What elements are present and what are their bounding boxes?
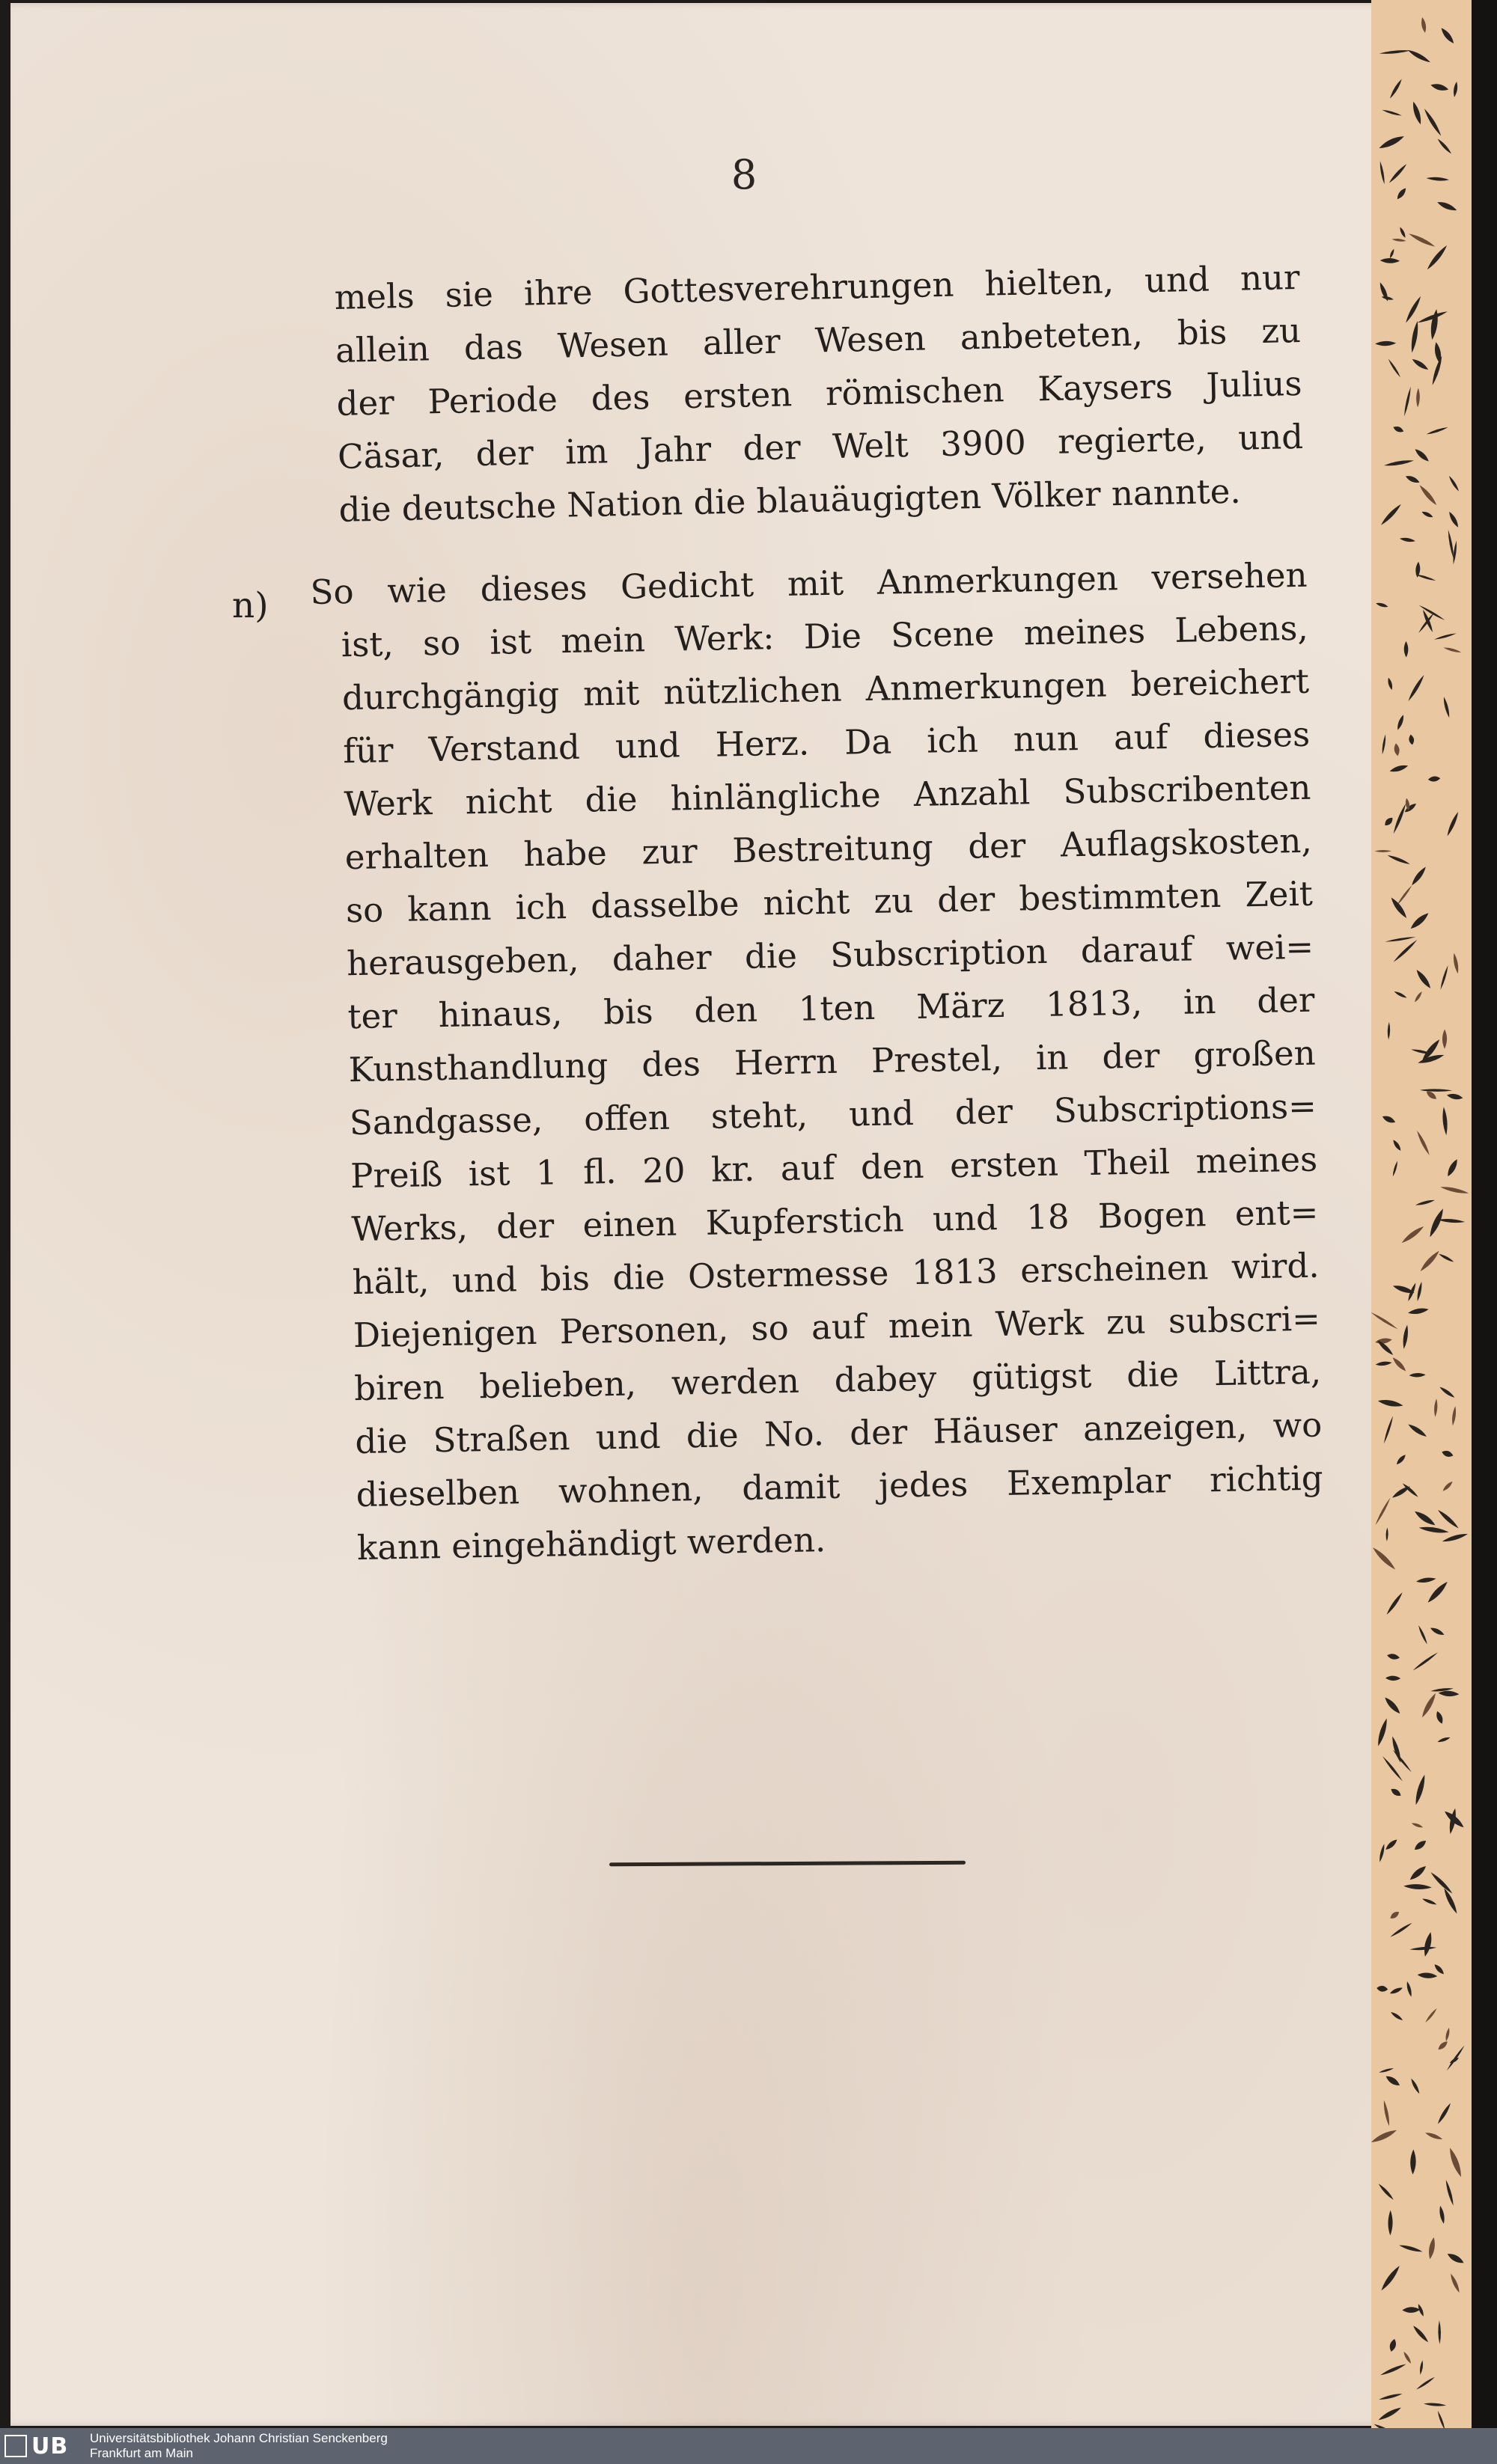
marble-fleck [1404, 295, 1423, 323]
marble-fleck [1391, 238, 1406, 242]
marble-fleck [1439, 964, 1449, 990]
text-line: mels sie ihre Gottesverehrungen hielten, und nur [334, 257, 1301, 317]
marble-fleck [1385, 936, 1416, 943]
marble-fleck [1423, 108, 1443, 137]
marble-fleck [1446, 1092, 1463, 1101]
marble-fleck [1377, 2183, 1394, 2201]
marble-fleck [1379, 2264, 1402, 2292]
marble-fleck [1388, 2338, 1397, 2353]
marble-fleck [1379, 2392, 1403, 2401]
marble-pattern [1371, 0, 1472, 2428]
marble-fleck [1385, 1592, 1404, 1616]
marble-fleck [1442, 697, 1451, 718]
marble-fleck [1415, 1199, 1435, 1206]
footer-line-1: Universitätsbibliothek Johann Christian Senckenberg [90, 2431, 388, 2445]
marble-fleck [1390, 2011, 1403, 2022]
marble-fleck [1412, 1651, 1439, 1672]
marble-fleck [1451, 1406, 1457, 1426]
marble-fleck [1382, 108, 1402, 117]
marble-fleck [1395, 186, 1407, 201]
marble-fleck [1371, 1546, 1397, 1571]
marble-fleck [1385, 1675, 1400, 1681]
marble-fleck [1427, 2237, 1436, 2259]
marble-fleck [1391, 1139, 1402, 1152]
marble-fleck [1413, 1509, 1437, 1528]
text-line: durchgängig mit nützlichen Anmerkungen bereichert [341, 661, 1310, 718]
marble-fleck [1378, 1844, 1385, 1862]
marble-fleck [1379, 2362, 1406, 2376]
marble-fleck [1415, 1130, 1431, 1156]
marble-fleck [1430, 355, 1443, 386]
marble-fleck [1375, 341, 1396, 346]
footer-credit [90, 2431, 388, 2461]
marble-fleck [1417, 1053, 1445, 1066]
marble-fleck [1439, 26, 1456, 45]
marble-fleck [1379, 503, 1403, 527]
marble-fleck [1388, 248, 1395, 259]
marble-fleck [1391, 1749, 1412, 1773]
marble-fleck [1424, 2403, 1446, 2407]
marble-fleck [1384, 459, 1415, 467]
book-page [10, 3, 1385, 2426]
marble-fleck [1436, 1508, 1460, 1530]
marble-fleck [1379, 49, 1410, 55]
marble-fleck [1408, 734, 1415, 745]
text-line: die Straßen und die No. der Häuser anzeigen, wo [354, 1404, 1323, 1462]
marble-fleck [1426, 426, 1448, 435]
marble-fleck [1403, 2351, 1412, 2364]
marble-fleck [1409, 1946, 1436, 1951]
marble-fleck [1420, 1692, 1438, 1719]
marble-fleck [1427, 1208, 1446, 1238]
library-footer [0, 2428, 1497, 2464]
marble-fleck [1442, 1107, 1448, 1135]
marble-fleck [1433, 632, 1457, 641]
marble-fleck [1400, 536, 1416, 542]
marble-fleck [1389, 1922, 1412, 1938]
marble-fleck [1426, 1580, 1450, 1604]
marble-fleck [1392, 939, 1418, 964]
marble-fleck [1410, 2149, 1416, 2174]
marble-fleck [1416, 1577, 1436, 1584]
marble-fleck [1396, 884, 1413, 906]
marble-fleck [1371, 2128, 1398, 2144]
marble-fleck [1439, 2205, 1446, 2224]
marble-fleck [1428, 776, 1441, 783]
marble-fleck [1430, 82, 1449, 92]
text-line: Cäsar, der im Jahr der Welt 3900 regierte, und [337, 416, 1304, 477]
marble-fleck [1381, 734, 1386, 754]
marble-fleck [1411, 1822, 1424, 1829]
marble-fleck [1422, 1898, 1438, 1907]
marble-fleck [1402, 2307, 1420, 2313]
marble-fleck [1396, 714, 1405, 730]
marble-fleck [1384, 1838, 1398, 1851]
text-line: biren belieben, werden dabey gütigst die Littra, [353, 1351, 1322, 1409]
marble-fleck [1421, 510, 1433, 519]
marble-fleck [1409, 911, 1430, 931]
marble-fleck [1440, 1185, 1469, 1195]
marble-fleck [1385, 1527, 1388, 1541]
marble-fleck [1387, 358, 1401, 379]
footer-line-2: Frankfurt am Main [90, 2446, 193, 2460]
marble-fleck [1391, 1485, 1411, 1500]
marble-fleck [1402, 1324, 1409, 1349]
marble-fleck [1424, 2008, 1438, 2023]
marble-fleck [1382, 1416, 1394, 1444]
marble-fleck [1389, 1787, 1402, 1798]
marble-fleck [1403, 802, 1418, 814]
marble-fleck [1404, 641, 1409, 658]
marble-fleck [1438, 2320, 1441, 2344]
marble-fleck [1417, 1972, 1437, 1979]
marble-fleck [1399, 2243, 1424, 2253]
marble-fleck [1406, 1981, 1413, 1997]
marble-fleck [1438, 1253, 1454, 1263]
marble-fleck [1424, 2131, 1443, 2141]
marble-fleck [1400, 1224, 1425, 1244]
marble-fleck [1418, 1249, 1441, 1273]
marble-fleck [1445, 2180, 1455, 2207]
marble-fleck [1436, 200, 1458, 213]
marble-fleck [1409, 320, 1420, 353]
text-line: ter hinaus, bis den 1ten März 1813, in der [347, 979, 1315, 1037]
marble-fleck [1433, 1963, 1445, 1975]
marble-fleck [1388, 78, 1403, 99]
marble-fleck [1410, 866, 1428, 887]
marble-fleck [1436, 2040, 1448, 2051]
footnote-marker: n) [232, 585, 269, 626]
marble-fleck [1445, 1158, 1460, 1177]
marble-fleck [1389, 896, 1409, 920]
text-line: So wie dieses Gedicht mit Anmerkungen versehen [310, 554, 1308, 612]
marble-fleck [1430, 1871, 1454, 1895]
marble-fleck [1373, 2423, 1395, 2428]
text-line: hält, und bis die Ostermesse 1813 erscheinen wird. [352, 1245, 1320, 1303]
marble-fleck [1374, 850, 1391, 852]
marble-fleck [1413, 991, 1423, 1003]
closing-rule [609, 1861, 966, 1866]
text-line: für Verstand und Herz. Da ich nun auf dieses [342, 714, 1311, 771]
marble-fleck [1379, 161, 1385, 185]
marble-fleck [1425, 244, 1448, 271]
marble-fleck [1382, 1114, 1397, 1125]
marble-fleck [1436, 2410, 1446, 2428]
marble-fleck [1406, 674, 1425, 702]
marble-fleck [1375, 1360, 1392, 1366]
marble-fleck [1413, 447, 1430, 463]
marble-fleck [1443, 646, 1462, 654]
marble-fleck [1437, 1736, 1451, 1743]
marble-fleck [1447, 2147, 1463, 2178]
marble-fleck [1436, 2102, 1452, 2125]
marble-fleck [1408, 232, 1436, 248]
marble-fleck [1394, 743, 1400, 756]
marble-fleck [1441, 1449, 1454, 1458]
marble-fleck [1445, 2028, 1451, 2042]
marble-fleck [1449, 2056, 1460, 2064]
marble-fleck [1383, 816, 1394, 827]
marble-fleck [1442, 1532, 1469, 1544]
marble-fleck [1399, 227, 1407, 239]
marble-fleck [1418, 483, 1438, 507]
marble-fleck [1411, 101, 1423, 126]
marble-fleck [1403, 1883, 1432, 1890]
marble-fleck [1452, 953, 1460, 973]
marbled-paper-strip [1371, 0, 1472, 2428]
paragraph-continued [334, 251, 1305, 536]
marble-fleck [1403, 386, 1412, 417]
marble-fleck [1435, 1711, 1445, 1725]
marble-fleck [1436, 138, 1452, 155]
text-line: Werk nicht die hinlängliche Anzahl Subscribenten [344, 767, 1311, 825]
text-line: kann eingehändigt werden. [356, 1520, 826, 1568]
marble-fleck [1371, 1311, 1399, 1330]
marble-fleck [1407, 1307, 1429, 1316]
footnote-paragraph [310, 548, 1324, 1575]
text-line: allein das Wesen aller Wesen anbeteten, bis zu [335, 310, 1302, 370]
marble-fleck [1416, 1282, 1423, 1302]
text-line: Diejenigen Personen, so auf mein Werk zu subscri= [353, 1298, 1321, 1356]
ub-logo [4, 2432, 82, 2460]
marble-fleck [1378, 134, 1406, 151]
marble-fleck [1389, 763, 1409, 774]
text-line: ist, so ist mein Werk: Die Scene meines Lebens, [341, 608, 1309, 665]
marble-fleck [1389, 1986, 1403, 1995]
marble-fleck [1418, 604, 1445, 621]
text-line: Werks, der einen Kupferstich und 18 Bogen ent= [351, 1192, 1319, 1250]
marble-fleck [1377, 1398, 1403, 1408]
marble-fleck [1449, 2272, 1461, 2293]
marble-fleck [1386, 1653, 1400, 1660]
marble-fleck [1387, 677, 1394, 691]
marble-fleck [1385, 2074, 1402, 2088]
marble-fleck [1446, 2251, 1466, 2266]
marble-fleck [1413, 1774, 1427, 1806]
marble-fleck [1437, 1218, 1465, 1224]
marble-fleck [1377, 2406, 1402, 2422]
marble-fleck [1388, 1910, 1400, 1920]
marble-fleck [1411, 357, 1430, 371]
marble-fleck [1439, 1386, 1456, 1399]
marble-fleck [1394, 990, 1408, 999]
marble-fleck [1391, 1356, 1408, 1372]
text-line: so kann ich dasselbe nicht zu der bestimmten Zeit [345, 873, 1314, 931]
ub-logo-box-icon [4, 2435, 27, 2457]
marble-fleck [1408, 1864, 1427, 1882]
marble-fleck [1420, 1089, 1452, 1092]
marble-fleck [1387, 854, 1411, 866]
text-line: erhalten habe zur Bestreitung der Auflagskosten, [344, 820, 1313, 878]
marble-fleck [1379, 2067, 1394, 2074]
marble-fleck [1395, 1453, 1407, 1466]
marble-fleck [1433, 1398, 1438, 1417]
marble-fleck [1446, 2045, 1466, 2072]
marble-fleck [1415, 2376, 1436, 2390]
marble-fleck [1448, 510, 1460, 528]
marble-fleck [1380, 258, 1400, 263]
marble-fleck [1388, 2210, 1392, 2236]
marble-fleck [1418, 1526, 1449, 1535]
marble-fleck [1376, 602, 1389, 608]
text-line: Preiß ist 1 fl. 20 kr. auf den ersten Theil meines [350, 1139, 1318, 1196]
marble-fleck [1448, 475, 1460, 492]
marble-fleck [1392, 425, 1404, 434]
marble-fleck [1383, 1696, 1402, 1716]
marble-fleck [1415, 968, 1433, 990]
text-line: Kunsthandlung des Herrn Prestel, in der großen [348, 1033, 1317, 1090]
marble-fleck [1374, 1497, 1391, 1526]
marble-fleck [1407, 1422, 1428, 1439]
text-line: der Periode des ersten römischen Kaysers Julius [336, 363, 1302, 424]
marble-fleck [1387, 1022, 1390, 1040]
marble-fleck [1418, 1624, 1429, 1645]
marble-fleck [1442, 1030, 1447, 1049]
ub-logo-text: UB [31, 2433, 69, 2460]
page-number: 8 [731, 151, 757, 198]
marble-fleck [1382, 2100, 1391, 2127]
marble-fleck [1388, 163, 1408, 184]
marble-fleck [1376, 1985, 1388, 1993]
text-line: die deutsche Nation die blauäugigten Völker nannte. [338, 471, 1242, 530]
dark-edge [1472, 0, 1497, 2428]
marble-fleck [1376, 1718, 1389, 1747]
marble-fleck [1409, 2078, 1421, 2095]
marble-fleck [1445, 811, 1460, 837]
marble-fleck [1422, 1931, 1433, 1957]
marble-fleck [1412, 2324, 1430, 2344]
marble-fleck [1413, 1838, 1428, 1852]
marble-fleck [1405, 474, 1421, 484]
marble-fleck [1442, 1480, 1454, 1492]
marble-fleck [1409, 1373, 1425, 1378]
marble-fleck [1416, 388, 1420, 407]
marble-fleck [1392, 803, 1407, 834]
marble-fleck [1453, 82, 1459, 97]
marble-fleck [1391, 1161, 1398, 1177]
text-line: Sandgasse, offen steht, und der Subscriptions= [349, 1086, 1317, 1143]
marble-fleck [1419, 2360, 1424, 2375]
marble-fleck [1420, 16, 1427, 33]
text-line: dieselben wohnen, damit jedes Exemplar richtig [356, 1458, 1323, 1515]
marble-fleck [1438, 1690, 1459, 1697]
marble-fleck [1426, 177, 1449, 182]
marble-fleck [1430, 1626, 1445, 1636]
text-line: herausgeben, daher die Subscription darauf wei= [346, 926, 1314, 984]
